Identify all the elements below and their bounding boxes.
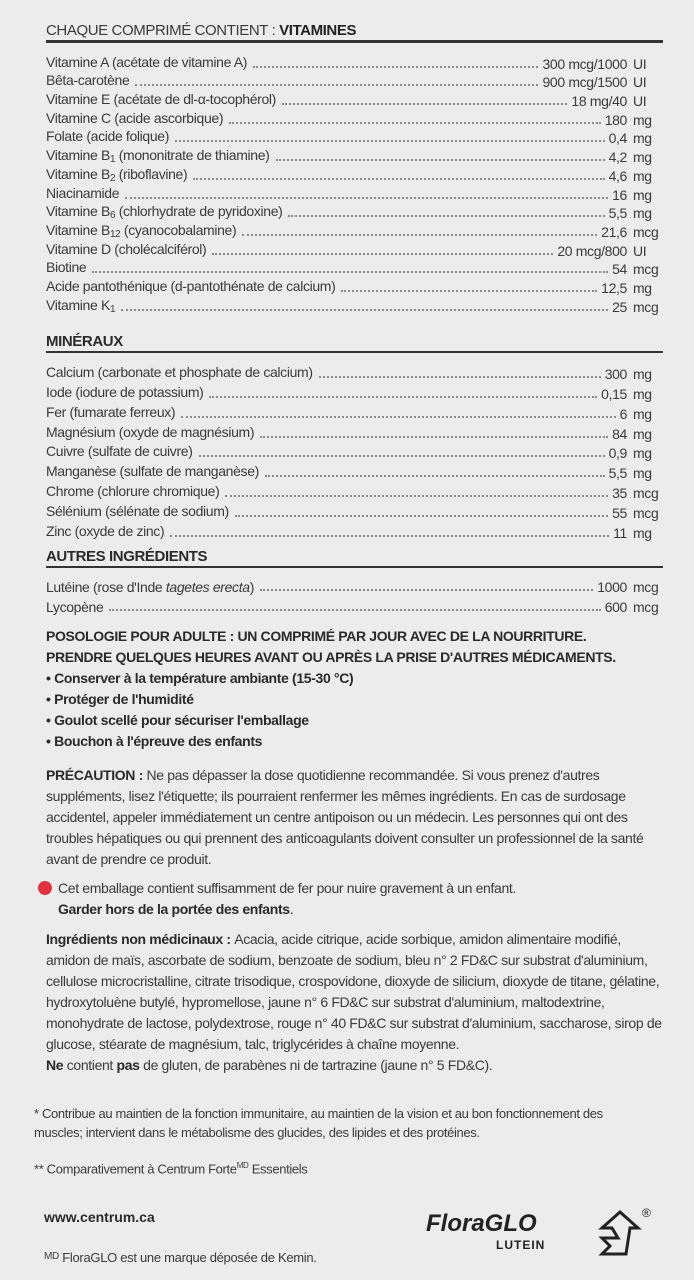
nutrient-amount: 4,6: [608, 167, 627, 184]
nutrient-row: [46, 72, 663, 91]
nmi-label: Ingrédients non médicinaux :: [46, 931, 235, 947]
nutrient-unit: mcg: [633, 505, 659, 522]
dot-leader: [341, 290, 597, 292]
nutrient-name: [46, 364, 313, 382]
nutrient-amount: 5,5: [608, 205, 627, 222]
dot-leader: [235, 515, 608, 517]
nutrient-name: [46, 91, 276, 109]
dot-leader: [109, 609, 600, 611]
nutrient-row: [46, 277, 663, 296]
nutrient-name: [46, 404, 175, 422]
nutrient-name: [46, 599, 103, 615]
bullet-icon: •: [46, 733, 55, 749]
nutrient-amount: 35: [612, 485, 627, 502]
dot-leader: [319, 376, 601, 378]
free-rest: de gluten, de parabènes ni de tartrazine (jaune n° 5 FD&C).: [139, 1057, 493, 1073]
dosage-instruction: UN COMPRIMÉ PAR JOUR AVEC DE LA NOURRITURE.: [237, 628, 587, 644]
footnote-star: * Contribue au maintien de la fonction immunitaire, au maintien de la vision et au bon fonctionnement des muscles; intervient dans le métabolisme des glucides, des lipides et des protéines.: [34, 1106, 603, 1140]
nutrient-unit: mcg: [633, 599, 659, 615]
nutrient-amount: 16: [612, 186, 627, 203]
minerals-list: [46, 362, 663, 541]
name-text: Cuivre (sulfate de cuivre): [46, 443, 193, 460]
dot-leader: [170, 535, 609, 537]
nutrient-amount: 54: [612, 261, 627, 278]
nutrient-name: [46, 503, 229, 521]
name-subscript: 6: [109, 210, 116, 222]
dosage-instruction-2: PRENDRE QUELQUES HEURES AVANT OU APRÈS LA PRISE D'AUTRES MÉDICAMENTS.: [46, 649, 616, 665]
heading-vitamins: VITAMINES: [279, 22, 357, 39]
nutrient-amount: 55: [612, 505, 627, 522]
others-heading: AUTRES INGRÉDIENTS: [46, 548, 663, 568]
dot-leader: [212, 253, 553, 255]
nutrient-unit: UI: [633, 93, 647, 110]
nutrient-amount: 11: [613, 525, 627, 542]
dot-leader: [209, 396, 597, 398]
storage-bullets: [46, 668, 666, 752]
name-text: Bêta-carotène: [46, 72, 130, 89]
dot-leader: [121, 309, 608, 311]
nutrient-name: [46, 72, 129, 90]
vitamins-list: [46, 53, 663, 315]
nutrient-row: [46, 128, 663, 147]
dot-leader: [193, 178, 604, 180]
others-list: [46, 575, 663, 615]
fn2-end: Essentiels: [248, 1161, 308, 1177]
nutrient-unit: mcg: [633, 223, 659, 240]
nutrient-amount: 300: [604, 365, 627, 382]
fn2-text: ** Comparativement à Centrum Forte: [34, 1161, 237, 1177]
name-text: Vitamine B: [46, 203, 110, 220]
warning-dot-icon: [38, 881, 52, 895]
nutrient-row: [46, 501, 663, 521]
dot-leader: [175, 140, 605, 142]
warning-text: Cet emballage contient suffisamment de fer pour nuire gravement à un enfant.: [58, 880, 516, 896]
precaution-text: Ne pas dépasser la dose quotidienne recommandée. Si vous prenez d'autres suppléments, lisez l'étiquette; ils pourraient renfermer les mêmes ingrédients. En cas de surdosage accidentel, appeler immédiatement un centre antipoison ou un médecin. Les personnes qui ont des troubles hépatiques ou qui prennent des anticoagulants doivent consulter un professionnel de la santé avant de prendre ce produit.: [46, 767, 644, 867]
name-rest: (chlorhydrate de pyridoxine): [115, 203, 283, 220]
name-text: Vitamine E (acétate de dl-α-tocophérol): [46, 91, 276, 108]
nutrient-unit: mg: [633, 365, 652, 382]
nutrient-name: [46, 297, 115, 315]
nutrient-unit: mg: [633, 205, 652, 222]
nutrient-name: [46, 185, 119, 203]
nutrient-unit: mg: [633, 186, 652, 203]
nutrient-unit: mcg: [633, 261, 659, 278]
dot-leader: [288, 215, 604, 217]
warning-bold: Garder hors de la portée des enfants: [58, 901, 290, 917]
name-text: Sélénium (sélénate de sodium): [46, 503, 229, 520]
dot-leader: [199, 455, 605, 457]
name-text: Fer (fumarate ferreux): [46, 403, 176, 420]
arrow-logo-icon: [598, 1210, 642, 1256]
nutrient-row: [46, 382, 663, 402]
name-text: Manganèse (sulfate de manganèse): [46, 463, 259, 480]
name-text: Biotine: [46, 259, 87, 276]
name-text: Vitamine B: [46, 221, 110, 238]
name-text: Iode (iodure de potassium): [46, 383, 204, 400]
name-subscript: 2: [109, 172, 116, 184]
precaution-label: PRÉCAUTION :: [46, 767, 147, 783]
nutrient-amount: 20 mcg/800: [557, 242, 627, 259]
dot-leader: [253, 66, 538, 68]
nutrient-unit: mg: [633, 425, 652, 442]
name-text: Folate (acide folique): [46, 128, 170, 145]
nutrient-row: [46, 442, 663, 462]
logo-sub: LUTEIN: [496, 1238, 546, 1252]
nutrient-name: [46, 128, 169, 146]
dot-leader: [260, 589, 593, 591]
nutrient-row: [46, 53, 663, 72]
nutrient-amount: 25: [612, 298, 627, 315]
free-ne: Ne: [46, 1057, 64, 1073]
nutrient-amount: 12,5: [601, 279, 627, 296]
nutrient-row: [46, 296, 663, 315]
nutrient-amount: 1000: [597, 579, 627, 595]
dot-leader: [225, 495, 608, 497]
free-mid: contient: [63, 1057, 117, 1073]
nutrient-amount: 180: [604, 111, 627, 128]
dot-leader: [181, 416, 615, 418]
nutrient-unit: mcg: [633, 579, 659, 595]
nutrient-row: [46, 240, 663, 259]
iron-warning: [38, 878, 658, 920]
nutrient-name: [46, 147, 270, 165]
nutrient-name: [46, 463, 259, 481]
name-text: Chrome (chlorure chromique): [46, 483, 220, 500]
nutrient-name: [46, 110, 223, 128]
name-text: Lycopène: [46, 599, 104, 615]
fn2-sup: MD: [236, 1161, 249, 1170]
nutrient-name: [46, 443, 193, 461]
storage-bullet: [46, 668, 666, 689]
nutrient-unit: mg: [633, 149, 652, 166]
nutrient-row: [46, 362, 663, 382]
dot-leader: [265, 475, 605, 477]
free-pas: pas: [116, 1057, 140, 1073]
dot-leader: [135, 84, 538, 86]
nutrient-row: [46, 146, 663, 165]
trademark-text: FloraGLO est une marque déposée de Kemin.: [58, 1250, 317, 1265]
dot-leader: [276, 159, 605, 161]
nutrient-row: [46, 521, 663, 541]
nutrient-name: [46, 166, 187, 184]
nutrient-unit: mg: [633, 405, 652, 422]
name-text: Vitamine B: [46, 165, 110, 182]
nutrient-unit: mcg: [633, 485, 659, 502]
nutrient-amount: 0,4: [608, 130, 627, 147]
dot-leader: [242, 234, 597, 236]
nutrient-row: [46, 165, 663, 184]
minerals-heading: MINÉRAUX: [46, 333, 663, 353]
nutrient-name: [46, 259, 86, 277]
bullet-text: Bouchon à l'épreuve des enfants: [54, 733, 263, 749]
nutrient-row: [46, 221, 663, 240]
bullet-text: Conserver à la température ambiante (15-30 °C): [54, 670, 354, 686]
nutrient-name: [46, 384, 203, 402]
nutrient-amount: 600: [604, 599, 627, 615]
nutrient-row: [46, 109, 663, 128]
storage-bullet: [46, 689, 666, 710]
footnote-double-star: [34, 1155, 654, 1179]
name-text: Niacinamide: [46, 184, 120, 201]
vitamins-heading: [46, 22, 663, 43]
storage-bullet: [46, 710, 666, 731]
nutrient-amount: 6: [619, 405, 627, 422]
nutrient-row: [46, 595, 663, 615]
nutrient-amount: 0,9: [608, 445, 627, 462]
logo-text: FloraGLO: [426, 1210, 537, 1237]
nutrient-unit: mcg: [633, 298, 659, 315]
nutrient-row: [46, 203, 663, 222]
non-medicinal-ingredients: [46, 929, 666, 1076]
trademark-note: [44, 1250, 317, 1265]
name-subscript: 1: [109, 154, 116, 166]
nutrient-name: [46, 222, 236, 240]
nutrient-row: [46, 575, 663, 595]
name-rest: (cyanocobalamine): [120, 221, 237, 238]
name-text: Zinc (oxyde de zinc): [46, 523, 165, 540]
nutrient-name: [46, 54, 247, 72]
dosage-label: POSOLOGIE POUR ADULTE :: [46, 628, 238, 644]
website-link[interactable]: www.centrum.ca: [44, 1209, 155, 1225]
nmi-text: Acacia, acide citrique, acide sorbique, amidon alimentaire modifié, amidon de maïs, ascorbate de sodium, benzoate de sodium, bleu n° 2 FD&C sur substrat d'aluminium, cellulose microcristalline, citrate trisodique, crospovidone, dioxyde de silicium, dioxyde de titane, gélatine, hydroxytoluène butylé, hypromellose, jaune n° 6 FD&C sur substrat d'aluminium, maltodextrine, monohydrate de lactose, polydextrose, rouge n° 40 FD&C sur substrat d'aluminium, saccharose, sirop de glucose, stéarate de magnésium, talc, triglycérides à chaîne moyenne.: [46, 931, 662, 1052]
bullet-text: Goulot scellé pour sécuriser l'emballage: [54, 712, 309, 728]
nutrient-unit: UI: [633, 55, 647, 72]
name-subscript: 12: [109, 228, 121, 240]
logo-registered: ®: [642, 1206, 651, 1220]
nutrient-name: [46, 424, 254, 442]
nutrient-row: [46, 422, 663, 442]
nutrient-row: [46, 259, 663, 278]
nutrient-unit: mg: [633, 167, 652, 184]
dosage-section: [46, 626, 666, 752]
nutrient-name: [46, 203, 282, 221]
nutrient-unit: UI: [633, 74, 647, 91]
nutrient-name: [46, 241, 206, 259]
nutrient-unit: mg: [633, 385, 652, 402]
nutrient-unit: mg: [633, 130, 652, 147]
nutrient-unit: mg: [633, 525, 652, 542]
name-rest: (mononitrate de thiamine): [115, 147, 270, 164]
bullet-icon: •: [46, 670, 55, 686]
dot-leader: [282, 103, 567, 105]
name-subscript: 1: [109, 303, 116, 315]
name-text: Magnésium (oxyde de magnésium): [46, 423, 255, 440]
warning-end: .: [289, 901, 294, 917]
nutrient-row: [46, 481, 663, 501]
dosage-line1: [46, 626, 666, 647]
nutrient-amount: 300 mcg/1000: [542, 55, 627, 72]
bullet-icon: •: [46, 691, 55, 707]
name-text: Vitamine K: [46, 296, 110, 313]
nutrient-amount: 4,2: [608, 149, 627, 166]
nutrient-unit: mg: [633, 279, 652, 296]
floraglo-logo: [426, 1198, 666, 1258]
nutrient-unit: mg: [633, 465, 652, 482]
nutrient-row: [46, 90, 663, 109]
nutrient-amount: 5,5: [608, 465, 627, 482]
nutrient-row: [46, 461, 663, 481]
name-text: Vitamine A (acétate de vitamine A): [46, 53, 248, 70]
nutrient-name: [46, 483, 219, 501]
dot-leader: [229, 122, 601, 124]
nutrient-amount: 84: [612, 425, 627, 442]
nutrient-name: [46, 523, 164, 541]
nutrient-unit: UI: [633, 242, 647, 259]
name-text: Lutéine (rose d'Inde: [46, 579, 166, 595]
nutrient-name: [46, 579, 254, 595]
dot-leader: [125, 197, 608, 199]
name-text: Acide pantothénique (d-pantothénate de calcium): [46, 277, 336, 294]
nutrient-name: [46, 278, 335, 296]
bullet-text: Protéger de l'humidité: [54, 691, 194, 707]
nutrient-row: [46, 402, 663, 422]
name-rest: ): [249, 579, 254, 595]
name-text: Calcium (carbonate et phosphate de calcium): [46, 363, 313, 380]
dot-leader: [260, 436, 608, 438]
bullet-icon: •: [46, 712, 55, 728]
name-italic: tagetes erecta: [165, 579, 250, 595]
storage-bullet: [46, 731, 666, 752]
dot-leader: [92, 271, 608, 273]
nutrient-amount: 21,6: [601, 223, 627, 240]
heading-prefix: CHAQUE COMPRIMÉ CONTIENT :: [46, 22, 280, 39]
name-text: Vitamine B: [46, 147, 110, 164]
name-rest: (riboflavine): [115, 165, 188, 182]
nutrient-amount: 900 mcg/1500: [542, 74, 627, 91]
nutrient-row: [46, 184, 663, 203]
name-text: Vitamine C (acide ascorbique): [46, 109, 224, 126]
precaution: [46, 765, 666, 870]
nutrient-unit: mg: [633, 445, 652, 462]
name-text: Vitamine D (cholécalciférol): [46, 240, 207, 257]
nutrient-amount: 18 mg/40: [571, 93, 627, 110]
nutrient-amount: 0,15: [601, 385, 627, 402]
nutrient-unit: mg: [633, 111, 652, 128]
md-mark: MD: [44, 1251, 59, 1262]
